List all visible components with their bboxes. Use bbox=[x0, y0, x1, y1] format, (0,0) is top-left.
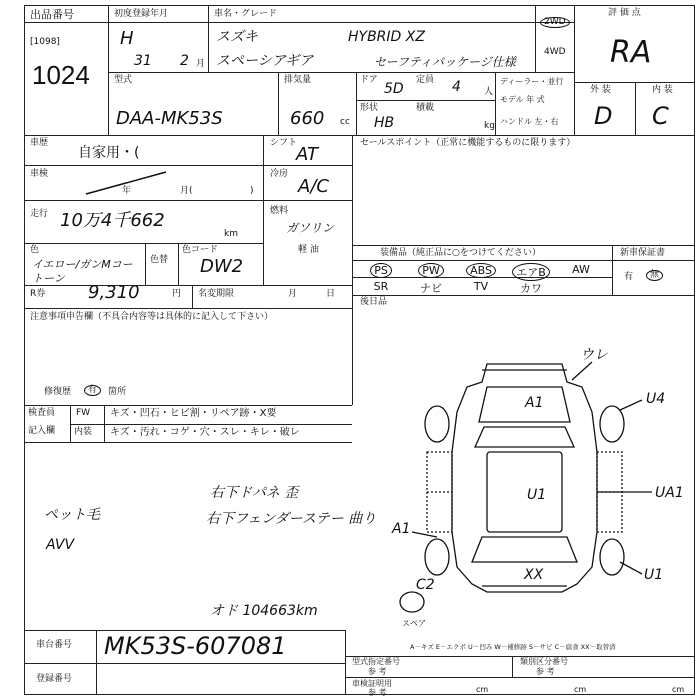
front-mark: ウレ bbox=[580, 347, 608, 363]
u1-rear-right: U1 bbox=[644, 567, 664, 583]
odometer-note: オド 104663km bbox=[210, 603, 318, 619]
color-value: イエロー/ガンMコートーン bbox=[32, 258, 133, 285]
divider bbox=[178, 243, 179, 285]
color-code-label: 色コード bbox=[182, 245, 219, 255]
color-label: 色 bbox=[30, 245, 40, 255]
divider bbox=[352, 245, 695, 246]
month: 2 bbox=[180, 53, 189, 69]
divider bbox=[145, 243, 146, 285]
length-unit: cm bbox=[476, 685, 489, 694]
model-year-label: モデル 年 式 bbox=[500, 95, 545, 104]
equip-item: ABS bbox=[456, 263, 506, 278]
load-unit: kg bbox=[484, 121, 495, 131]
month-unit: 月 bbox=[196, 59, 206, 69]
lot-code: [1098] bbox=[30, 37, 60, 47]
maker: スズキ bbox=[216, 29, 258, 45]
cert-label: 車検証明用 bbox=[352, 679, 392, 688]
warranty-label: 新車保証書 bbox=[620, 248, 666, 258]
mileage-unit: km bbox=[224, 229, 238, 239]
a1-top: A1 bbox=[525, 395, 544, 411]
equip-item: PW bbox=[406, 263, 456, 278]
exterior-grade: D bbox=[594, 102, 613, 130]
aircon-label: 冷房 bbox=[270, 169, 289, 179]
inspection-label: 車検 bbox=[30, 169, 49, 179]
equip-item: カワ bbox=[520, 282, 542, 295]
height-unit: cm bbox=[672, 685, 685, 694]
model-type: DAA-MK53S bbox=[116, 108, 223, 129]
nameplate-month: 月 bbox=[288, 289, 298, 299]
category-ref: 参 考 bbox=[536, 667, 555, 676]
divider bbox=[24, 22, 574, 23]
shift-label: シフト bbox=[270, 138, 298, 148]
interior-items: キズ・汚れ・コゲ・穴・スレ・キレ・破レ bbox=[110, 427, 300, 438]
reg-label: 登録番号 bbox=[36, 674, 73, 684]
divider bbox=[352, 135, 353, 405]
drive-4wd: 4WD bbox=[544, 47, 566, 57]
pet-hair-note: ペット毛 bbox=[44, 507, 100, 523]
year: 31 bbox=[134, 53, 152, 69]
equip-item: SR bbox=[373, 280, 389, 293]
sales-label: セールスポイント（正常に機能するものに限ります） bbox=[360, 138, 576, 148]
shape-value: HB bbox=[374, 115, 395, 131]
rear-seat-label: 後日品 bbox=[360, 297, 388, 307]
equip-label: 装備品（純正品に○をつけてください） bbox=[380, 248, 541, 258]
equip-item: PS bbox=[356, 263, 406, 278]
nameplate-day: 日 bbox=[326, 289, 336, 299]
history-value: 自家用・( bbox=[78, 145, 140, 161]
fw-items: キズ・凹石・ヒビ割・リペア跡・X要 bbox=[110, 408, 277, 419]
recycle-unit: 円 bbox=[172, 289, 182, 299]
divider bbox=[635, 82, 636, 135]
displacement-label: 排気量 bbox=[284, 75, 312, 85]
xx-rear: XX bbox=[524, 567, 544, 583]
capacity-label: 定員 bbox=[416, 75, 435, 85]
divider bbox=[208, 5, 209, 72]
warranty-no: 無 bbox=[646, 270, 663, 281]
interior-label: 内 装 bbox=[652, 85, 673, 95]
divider bbox=[108, 5, 109, 135]
category-label: 類別区分番号 bbox=[520, 657, 568, 666]
divider bbox=[512, 656, 513, 677]
shape-label: 形状 bbox=[360, 103, 379, 113]
divider bbox=[278, 72, 279, 135]
divider bbox=[495, 72, 496, 135]
divider bbox=[24, 630, 345, 631]
width-unit: cm bbox=[574, 685, 587, 694]
divider bbox=[535, 5, 536, 72]
mileage-label: 走行 bbox=[30, 209, 49, 219]
recycle-label: R券 bbox=[30, 289, 46, 299]
history-label: 車歴 bbox=[30, 138, 49, 148]
displacement: 660 bbox=[290, 108, 325, 129]
door-value: 5D bbox=[384, 81, 404, 97]
model-type-label: 型式 bbox=[114, 75, 133, 85]
inspector-label: 検査員 bbox=[28, 408, 56, 418]
divider bbox=[104, 405, 105, 442]
equip-item: TV bbox=[473, 280, 489, 293]
recycle-value: 9,310 bbox=[88, 282, 140, 303]
legend: A－キズ E－エクボ U－凹み W－補修跡 S－サビ C－腐食 XX－取替済 bbox=[410, 643, 616, 651]
color-change-label: 色替 bbox=[150, 255, 169, 265]
divider bbox=[356, 72, 357, 135]
entry-label: 記入欄 bbox=[28, 426, 56, 436]
inspection-month: 月( bbox=[180, 186, 193, 196]
model-name: スペーシアギア bbox=[216, 53, 314, 69]
door-label: ドア bbox=[360, 75, 378, 85]
cert-ref: 参 考 bbox=[368, 688, 387, 697]
exterior-label: 外 装 bbox=[590, 85, 611, 95]
divider bbox=[345, 677, 695, 678]
divider bbox=[263, 135, 264, 285]
dealer-label: ディーラー・並行 bbox=[500, 77, 564, 86]
equip-item: AW bbox=[572, 263, 590, 276]
color-code: DW2 bbox=[200, 256, 244, 277]
divider bbox=[352, 260, 695, 261]
divider bbox=[24, 135, 695, 136]
ua1-right: UA1 bbox=[655, 485, 684, 501]
divider bbox=[70, 424, 352, 425]
spare-label: スペア bbox=[402, 619, 426, 628]
divider bbox=[24, 200, 352, 201]
notes-label: 注意事項申告欄（不具合内容等は具体的に記入して下さい） bbox=[30, 312, 274, 322]
capacity-unit: 人 bbox=[484, 87, 494, 97]
grade: HYBRID XZ bbox=[348, 29, 425, 45]
c2-rear-left: C2 bbox=[416, 577, 435, 593]
fuel-value: ガソリン bbox=[286, 221, 335, 235]
chassis-value: MK53S-607081 bbox=[104, 632, 287, 660]
name-label: 車名・グレード bbox=[214, 9, 278, 19]
divider bbox=[345, 630, 346, 695]
type-designation-label: 型式指定番号 bbox=[352, 657, 400, 666]
inspection-strike bbox=[82, 168, 172, 198]
era: H bbox=[120, 28, 134, 49]
mileage-value: 10万4千662 bbox=[60, 210, 165, 231]
divider bbox=[24, 243, 264, 244]
type-designation-ref: 参 考 bbox=[368, 667, 387, 676]
chassis-label: 車台番号 bbox=[36, 640, 73, 650]
divider bbox=[192, 285, 193, 308]
eval-score: RA bbox=[610, 35, 652, 70]
equip-item: ナビ bbox=[420, 282, 442, 295]
grade-package: セーフティパッケージ仕様 bbox=[374, 55, 516, 69]
divider bbox=[612, 245, 613, 295]
fw-label: FW bbox=[76, 408, 91, 418]
repair-note-2: 右下フェンダーステー 曲り bbox=[206, 511, 377, 527]
divider bbox=[356, 100, 495, 101]
divider bbox=[24, 405, 352, 406]
divider bbox=[108, 72, 574, 73]
capacity-value: 4 bbox=[452, 79, 461, 95]
u1-center: U1 bbox=[527, 487, 547, 503]
load-label: 積載 bbox=[416, 103, 435, 113]
u4-right: U4 bbox=[646, 391, 666, 407]
shift-value: AT bbox=[296, 144, 318, 165]
nameplate-label: 名変期限 bbox=[198, 289, 235, 299]
inspection-year: 年 bbox=[122, 186, 132, 196]
a1-left: A1 bbox=[392, 521, 411, 537]
drive-2wd: 2WD bbox=[540, 17, 570, 28]
repair-value: 有 bbox=[84, 385, 101, 396]
divider bbox=[70, 405, 71, 442]
eval-label: 評 価 点 bbox=[608, 8, 641, 18]
divider bbox=[24, 165, 352, 166]
repair-note-1: 右下ドパネ 歪 bbox=[210, 485, 299, 501]
fuel-diesel: 軽 油 bbox=[298, 245, 319, 255]
repair-place: 箇所 bbox=[108, 387, 127, 397]
interior-insp-label: 内装 bbox=[74, 427, 93, 437]
lot-label: 出品番号 bbox=[30, 8, 74, 21]
divider bbox=[24, 308, 352, 309]
inspection-day: ) bbox=[250, 186, 254, 196]
aircon-value: A/C bbox=[298, 176, 329, 197]
displacement-unit: cc bbox=[340, 117, 350, 127]
divider bbox=[24, 442, 352, 443]
warranty-yes: 有 bbox=[624, 272, 634, 282]
equip-item: エアB bbox=[506, 263, 556, 281]
divider bbox=[574, 5, 575, 135]
repair-label: 修復歴 bbox=[44, 387, 72, 397]
fuel-label: 燃料 bbox=[270, 206, 289, 216]
lot-number: 1024 bbox=[32, 60, 90, 90]
divider bbox=[96, 630, 97, 695]
interior-grade: C bbox=[652, 102, 669, 130]
first-reg-label: 初度登録年月 bbox=[114, 9, 169, 19]
divider bbox=[24, 663, 345, 664]
avv-note: AVV bbox=[46, 537, 75, 553]
handle-label: ハンドル 左・右 bbox=[500, 117, 559, 126]
